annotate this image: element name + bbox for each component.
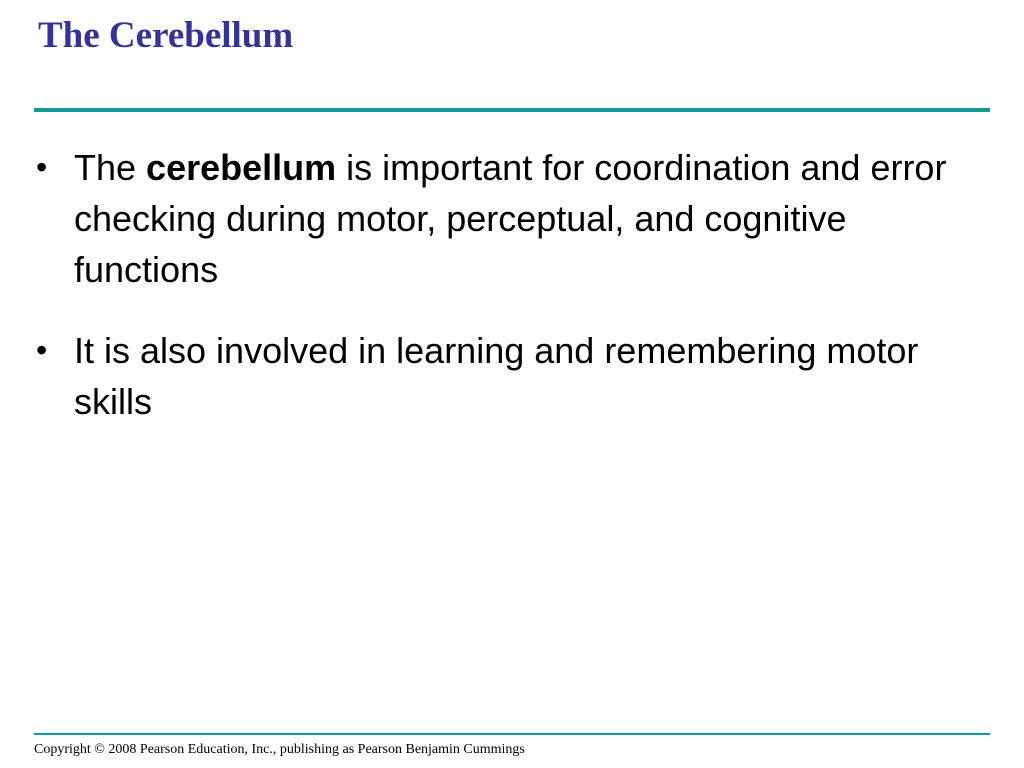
bullet-icon: • (36, 149, 48, 185)
bullet-text-prefix: The (74, 147, 147, 188)
bullet-item (36, 325, 986, 427)
footer-divider (34, 733, 990, 735)
bullet-text (74, 147, 946, 290)
slide-title: The Cerebellum (38, 15, 294, 56)
bullet-text: It is also involved in learning and remembering motor skills (74, 330, 919, 422)
bullet-item (36, 142, 986, 295)
bullet-text-emphasis: cerebellum (146, 147, 337, 188)
title-divider (34, 108, 990, 112)
copyright-footer: Copyright © 2008 Pearson Education, Inc., publishing as Pearson Benjamin Cummings (34, 742, 525, 757)
bullet-text-suffix: is important for coordination and error checking during motor, perceptual, and cognitive functions (74, 147, 947, 290)
bullet-list (36, 142, 986, 457)
bullet-icon: • (36, 332, 48, 368)
